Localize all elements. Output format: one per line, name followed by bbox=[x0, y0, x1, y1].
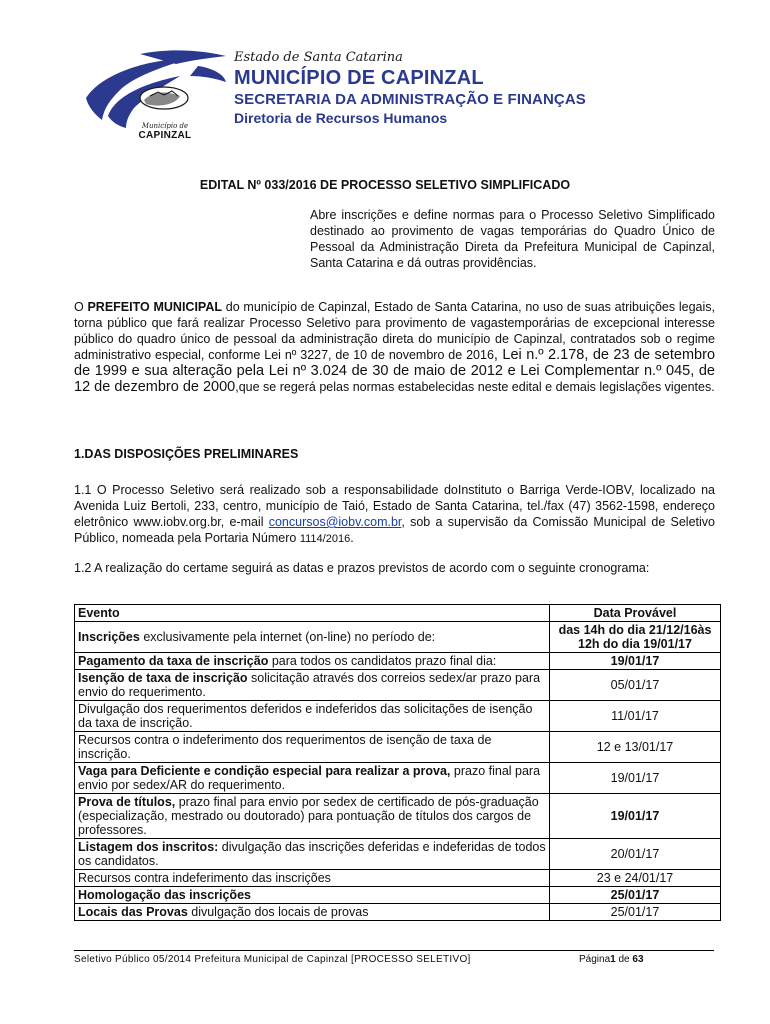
date-cell: 25/01/17 bbox=[550, 904, 721, 921]
edital-abstract: Abre inscrições e define normas para o Processo Seletivo Simplificado destinado ao provimento de vagas temporárias do Quadro Único de Pessoal da Administração Direta da Prefeitura Municipal de Capinzal, Santa Catarina e dá outras providências. bbox=[310, 208, 715, 270]
page-label: Página bbox=[579, 954, 611, 965]
email-link[interactable]: concursos@iobv.com.br bbox=[268, 515, 402, 529]
page-total: 63 bbox=[632, 954, 644, 965]
header-event: Evento bbox=[75, 605, 550, 622]
section-heading: 1.DAS DISPOSIÇÕES PRELIMINARES bbox=[74, 447, 299, 461]
date-cell: 19/01/17 bbox=[550, 653, 721, 670]
page-of: de bbox=[615, 954, 633, 965]
event-text: prazo final para envio por sedex/AR do requerimento. bbox=[78, 764, 541, 792]
date-cell: 19/01/17 bbox=[550, 794, 721, 839]
capinzal-logo bbox=[80, 46, 230, 146]
p11-text3: . bbox=[350, 531, 354, 545]
logo-big-text: CAPINZAL bbox=[138, 130, 192, 141]
event-cell bbox=[75, 732, 550, 763]
event-text: Divulgação dos requerimentos deferidos e indeferidos das solicitações de isenção da taxa de inscrição. bbox=[78, 702, 533, 730]
table-row bbox=[75, 670, 721, 701]
event-text: prazo final para envio por sedex de certificado de pós-graduação (especialização, mestrado ou doutorado) para pontuação de títulos dos cargos de professores. bbox=[78, 795, 539, 837]
event-cell bbox=[75, 887, 550, 904]
date-cell: das 14h do dia 21/12/16às 12h do dia 19/01/17 bbox=[550, 622, 721, 653]
event-cell bbox=[75, 670, 550, 701]
event-cell bbox=[75, 763, 550, 794]
table-row bbox=[75, 622, 721, 653]
date-cell: 05/01/17 bbox=[550, 670, 721, 701]
event-bold: Vaga para Deficiente e condição especial para realizar a prova, bbox=[78, 764, 451, 778]
municipality-name: MUNICÍPIO DE CAPINZAL bbox=[234, 67, 484, 89]
event-text: divulgação das inscrições deferidas e indeferidas de todos os candidatos. bbox=[78, 840, 546, 868]
p11-text1: 1.1 O Processo Seletivo será realizado sob a responsabilidade doInstituto o Barriga Verde-IOBV, localizado na Avenida Luiz Bertoli, 233, centro, município de Taió, Estado de Santa Catarina, tel./fax (47) 3562-1598, endereço eletrônico www.iobv.org.br, e-mail bbox=[74, 483, 715, 529]
table-row bbox=[75, 887, 721, 904]
event-text: solicitação através dos correios sedex/ar prazo para envio do requerimento. bbox=[78, 671, 541, 699]
document-title: EDITAL Nº 033/2016 DE PROCESSO SELETIVO SIMPLIFICADO bbox=[199, 178, 571, 192]
page-number bbox=[579, 954, 644, 965]
table-row bbox=[75, 870, 721, 887]
event-bold: Inscrições bbox=[78, 630, 140, 644]
intro-text2: , Lei n.º 2.178, de 23 de setembro de 1999 e sua alteração pela Lei nº 3.024 de 30 de maio de 2012 e Lei Complementar n.º 045, de 12 de dezembro de 2000 bbox=[74, 347, 716, 395]
intro-text3: ,que se regerá pelas normas estabelecidas neste edital e demais legislações vigentes. bbox=[235, 380, 715, 394]
header-date: Data Provável bbox=[550, 605, 721, 622]
date-cell: 11/01/17 bbox=[550, 701, 721, 732]
event-bold: Pagamento da taxa de inscrição bbox=[78, 654, 269, 668]
event-text: Recursos contra o indeferimento dos requerimentos de isenção de taxa de inscrição. bbox=[78, 733, 492, 761]
directorate-name: Diretoria de Recursos Humanos bbox=[234, 110, 448, 126]
table-row bbox=[75, 839, 721, 870]
letterhead-text bbox=[234, 50, 586, 127]
intro-o: O bbox=[74, 300, 88, 314]
schedule-table bbox=[74, 604, 721, 921]
paragraph-1-2: 1.2 A realização do certame seguirá as datas e prazos previstos de acordo com o seguinte cronograma: bbox=[74, 561, 650, 575]
event-cell bbox=[75, 794, 550, 839]
footer-title: Seletivo Público 05/2014 Prefeitura Municipal de Capinzal [PROCESSO SELETIVO] bbox=[74, 954, 471, 965]
table-row bbox=[75, 763, 721, 794]
secretariat-name: SECRETARIA DA ADMINISTRAÇÃO E FINANÇAS bbox=[234, 91, 586, 108]
logo-caption bbox=[120, 122, 210, 141]
event-bold: Locais das Provas bbox=[78, 905, 188, 919]
event-text: para todos os candidatos prazo final dia: bbox=[268, 654, 497, 668]
date-cell: 20/01/17 bbox=[550, 839, 721, 870]
table-row bbox=[75, 701, 721, 732]
event-bold: Isenção de taxa de inscrição bbox=[78, 671, 248, 685]
event-cell bbox=[75, 870, 550, 887]
intro-paragraph bbox=[74, 299, 715, 395]
table-row bbox=[75, 904, 721, 921]
p11-text2: , sob a supervisão da Comissão Municipal de Seletivo Público, nomeada pela Portaria Número bbox=[74, 515, 715, 545]
event-text: exclusivamente pela internet (on-line) no período de: bbox=[139, 630, 436, 644]
event-cell bbox=[75, 904, 550, 921]
footer-divider bbox=[74, 950, 714, 951]
page-current: 1 bbox=[610, 954, 616, 965]
paragraph-1-1 bbox=[74, 482, 715, 547]
intro-prefeito: PREFEITO MUNICIPAL bbox=[87, 300, 223, 314]
date-cell: 23 e 24/01/17 bbox=[550, 870, 721, 887]
table-row bbox=[75, 653, 721, 670]
event-cell bbox=[75, 839, 550, 870]
date-cell: 12 e 13/01/17 bbox=[550, 732, 721, 763]
event-text: divulgação dos locais de provas bbox=[187, 905, 369, 919]
logo-small-text: Município de bbox=[141, 122, 189, 130]
letterhead bbox=[80, 40, 700, 150]
event-bold: Listagem dos inscritos: bbox=[78, 840, 219, 854]
date-cell: 19/01/17 bbox=[550, 763, 721, 794]
date-cell: 25/01/17 bbox=[550, 887, 721, 904]
state-name: Estado de Santa Catarina bbox=[234, 50, 403, 65]
event-cell bbox=[75, 653, 550, 670]
event-bold: Homologação das inscrições bbox=[78, 888, 251, 902]
event-cell bbox=[75, 701, 550, 732]
event-bold: Prova de títulos, bbox=[78, 795, 176, 809]
table-row bbox=[75, 732, 721, 763]
table-row bbox=[75, 794, 721, 839]
table-header-row bbox=[75, 605, 721, 622]
intro-text1: do município de Capinzal, Estado de Santa Catarina, no uso de suas atribuições legais, torna público que fará realizar Processo Seletivo para provimento de vagastemporárias de excepcional interesse público do quadro único de pessoal da administração direta do município de Capinzal, contratados sob o regime administrativo especial, conforme Lei nº 3227, de 10 de novembro de 2016 bbox=[74, 300, 715, 362]
event-text: Recursos contra indeferimento das inscrições bbox=[78, 871, 331, 885]
portaria-number: 1114/2016 bbox=[299, 533, 351, 545]
event-cell bbox=[75, 622, 550, 653]
